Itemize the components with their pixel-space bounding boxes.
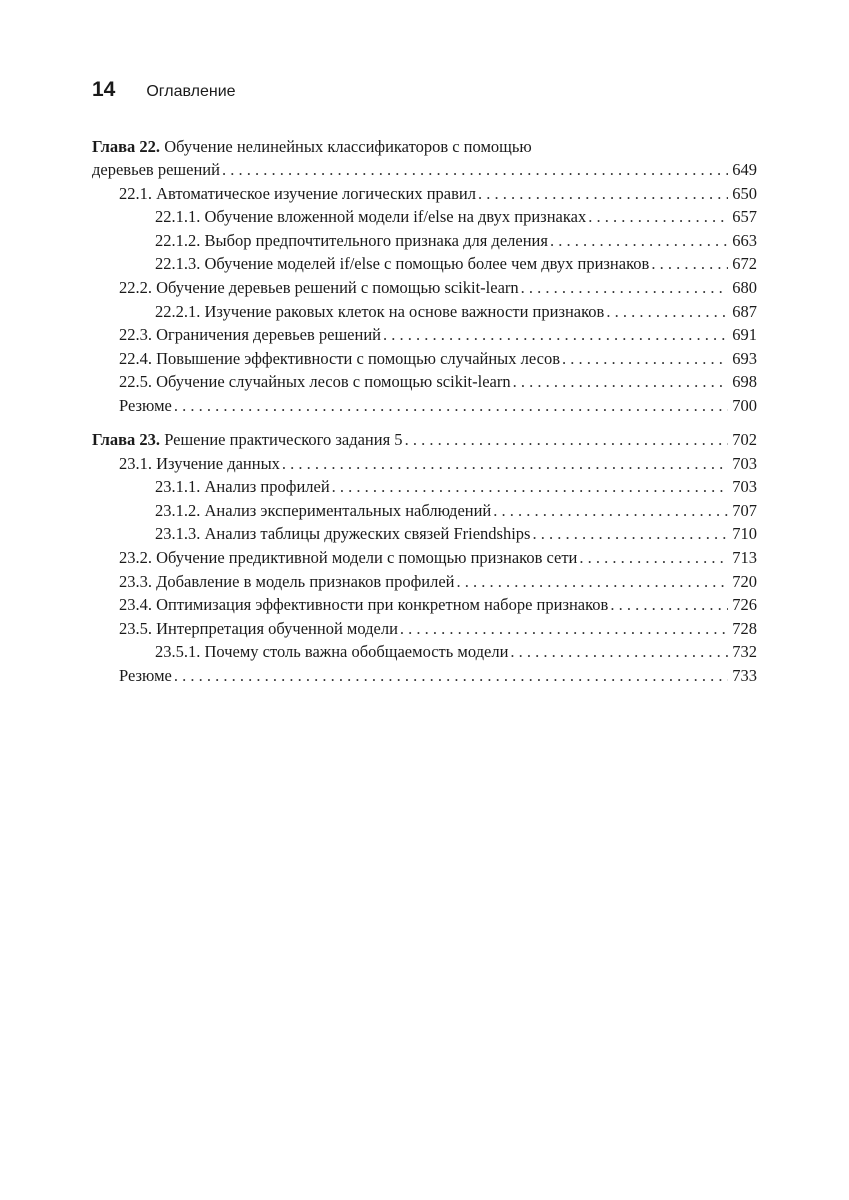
page-ref: 691	[732, 325, 757, 345]
dot-leader	[174, 664, 728, 688]
page-ref: 728	[732, 618, 757, 638]
page-ref: 657	[732, 207, 757, 227]
toc-entry-22-1-1	[92, 205, 757, 229]
toc-entry-22-1	[92, 182, 757, 206]
dot-leader	[521, 276, 729, 300]
page-ref: 713	[732, 548, 757, 567]
entry-title: 23.4. Оптимизация эффективности при конкретном наборе признаков	[119, 595, 609, 615]
dot-leader	[513, 370, 729, 394]
page-ref: 680	[732, 277, 757, 297]
toc-entry-23-4	[92, 593, 757, 617]
chapter-label: Глава 23.	[92, 430, 161, 450]
dot-leader	[550, 229, 728, 253]
entry-title: 22.1.2. Выбор предпочтительного признака для деления	[155, 230, 548, 250]
page-ref: 698	[732, 372, 757, 392]
entry-title: 23.1.3. Анализ таблицы дружеских связей Friendships	[155, 524, 531, 544]
chapter-22-heading-continued	[92, 158, 757, 182]
entry-title: 22.2. Обучение деревьев решений с помощью scikit-learn	[119, 277, 519, 297]
dot-leader	[651, 252, 728, 276]
page-ref: 702	[732, 430, 757, 450]
page-ref: 693	[732, 348, 757, 368]
entry-title: 22.5. Обучение случайных лесов с помощью scikit-learn	[119, 372, 511, 392]
dot-leader	[222, 158, 728, 182]
dot-leader	[562, 347, 728, 371]
chapter-spacer	[92, 418, 757, 429]
toc-entry-22-2	[92, 276, 757, 300]
dot-leader	[610, 593, 728, 617]
dot-leader	[457, 570, 729, 594]
page-ref: 732	[732, 642, 757, 662]
table-of-contents	[92, 136, 757, 688]
entry-title: 22.1.3. Обучение моделей if/else с помощью более чем двух признаков	[155, 254, 650, 274]
toc-entry-23-1-2	[92, 499, 757, 523]
dot-leader	[606, 300, 728, 324]
entry-title: 23.2. Обучение предиктивной модели с помощью признаков сети	[119, 548, 578, 567]
entry-title: 23.1. Изучение данных	[119, 453, 280, 473]
dot-leader	[332, 475, 729, 499]
entry-title: 23.3. Добавление в модель признаков профилей	[119, 571, 455, 591]
toc-entry-23-1-1	[92, 475, 757, 499]
dot-leader	[579, 546, 728, 570]
chapter-label: Глава 22.	[92, 137, 161, 156]
toc-entry-22-1-3	[92, 252, 757, 276]
page-ref: 720	[732, 571, 757, 591]
entry-title: 23.5.1. Почему столь важна обобщаемость модели	[155, 642, 509, 662]
entry-title: Резюме	[119, 665, 172, 685]
page-ref: 733	[732, 665, 757, 685]
dot-leader	[383, 323, 728, 347]
running-head-title: Оглавление	[146, 83, 236, 100]
entry-title: 22.3. Ограничения деревьев решений	[119, 325, 381, 345]
page-ref: 703	[732, 453, 757, 473]
chapter-title: Решение практического задания 5	[164, 430, 403, 450]
toc-entry-22-4	[92, 347, 757, 371]
toc-entry-22-summary	[92, 394, 757, 418]
entry-title: 22.4. Повышение эффективности с помощью случайных лесов	[119, 348, 560, 368]
dot-leader	[400, 617, 728, 641]
entry-title: 23.1.1. Анализ профилей	[155, 477, 330, 497]
entry-title: 23.1.2. Анализ экспериментальных наблюдений	[155, 500, 492, 520]
toc-entry-22-2-1	[92, 300, 757, 324]
entry-title: 23.5. Интерпретация обученной модели	[119, 618, 398, 638]
chapter-23-heading	[92, 428, 757, 452]
toc-entry-23-1	[92, 452, 757, 476]
dot-leader	[405, 428, 729, 452]
toc-entry-23-5	[92, 617, 757, 641]
dot-leader	[532, 522, 728, 546]
dot-leader	[510, 640, 728, 664]
chapter-title-continued: деревьев решений	[92, 160, 220, 179]
dot-leader	[282, 452, 728, 476]
page-ref: 663	[732, 230, 757, 250]
chapter-title: Обучение нелинейных классификаторов с помощью	[164, 137, 532, 156]
dot-leader	[493, 499, 728, 523]
entry-title: 22.1.1. Обучение вложенной модели if/else на двух признаках	[155, 207, 587, 227]
toc-entry-22-3	[92, 323, 757, 347]
toc-entry-23-2	[92, 546, 757, 570]
page-ref: 672	[732, 254, 757, 274]
dot-leader	[174, 394, 728, 418]
toc-entry-23-3	[92, 570, 757, 594]
running-head	[92, 78, 236, 102]
page-ref: 649	[732, 160, 757, 179]
dot-leader	[588, 205, 728, 229]
toc-entry-22-1-2	[92, 229, 757, 253]
page-ref: 650	[732, 183, 757, 203]
page-ref: 710	[732, 524, 757, 544]
dot-leader	[478, 182, 728, 206]
toc-entry-23-5-1	[92, 640, 757, 664]
page-ref: 687	[732, 301, 757, 321]
page-number: 14	[92, 78, 116, 101]
page-ref: 703	[732, 477, 757, 497]
toc-entry-23-summary	[92, 664, 757, 688]
page-ref: 700	[732, 395, 757, 415]
page-ref: 707	[732, 500, 757, 520]
toc-entry-22-5	[92, 370, 757, 394]
entry-title: 22.1. Автоматическое изучение логических правил	[119, 183, 476, 203]
page-ref: 726	[732, 595, 757, 615]
chapter-22-heading	[92, 136, 757, 158]
entry-title: 22.2.1. Изучение раковых клеток на основе важности признаков	[155, 301, 605, 321]
toc-entry-23-1-3	[92, 522, 757, 546]
entry-title: Резюме	[119, 395, 172, 415]
